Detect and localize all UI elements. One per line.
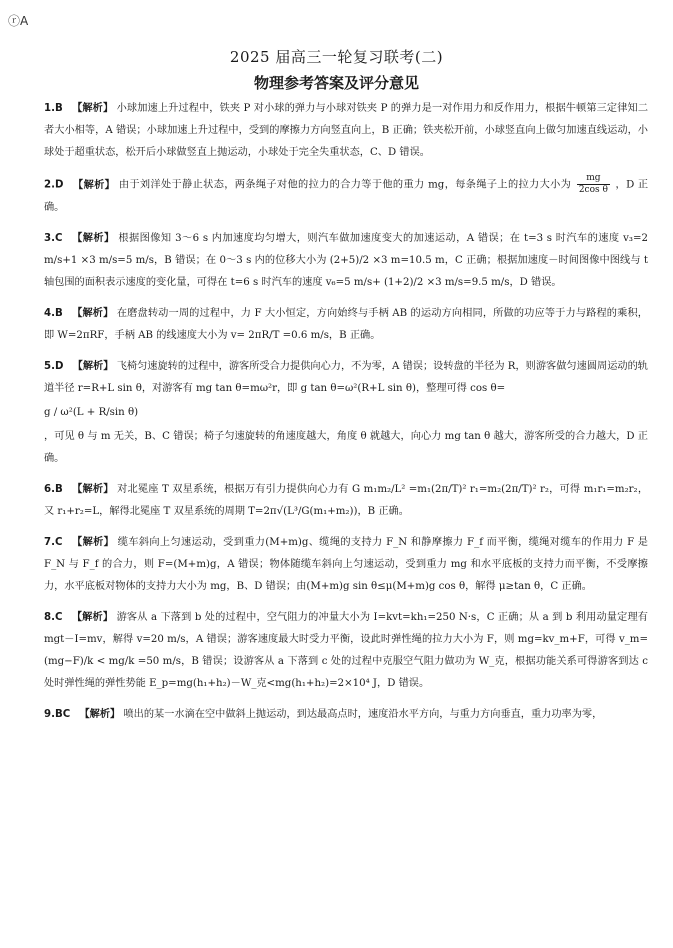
answer-item-1 bbox=[44, 98, 648, 164]
answer-text: 小球加速上升过程中，铁夹 P 对小球的弹力与小球对铁夹 P 的弹力是一对作用力和反作用力，根据牛顿第三定律知二者大小相等，A 错误；小球加速上升过程中，受到的摩擦力方向竖直向上，B 正确；铁夹松开前，小球竖直向上做匀加速直线运动，小球处于超重状态，松开后小球做竖直上抛运动，小球处于完全失重状态，C、D 错误。 bbox=[44, 103, 649, 158]
answer-text: 飞椅匀速旋转的过程中，游客所受合力提供向心力，不为零，A 错误；设转盘的半径为 R，则游客做匀速圆周运动的轨道半径 r=R+L sin θ，对游客有 mg tan θ=mω²r，即 g tan θ=ω²(R+L sin θ)，整理可得 cos θ= bbox=[44, 360, 648, 394]
answer-item-5 bbox=[44, 356, 648, 470]
analysis-tag: 【解析】 bbox=[72, 536, 115, 548]
answer-text: 对北冕座 T 双星系统，根据万有引力提供向心力有 G m₁m₂/L² =m₁(2π/T)² r₁=m₂(2π/T)² r₂，可得 m₁r₁=m₂r₂，又 r₁+r₂=L，解得北冕座 T 双星系统的周期 T=2π√(L³/G(m₁+m₂))，B 正确。 bbox=[44, 483, 649, 517]
analysis-tag: 【解析】 bbox=[73, 179, 116, 191]
page-title: 2025 届高三一轮复习联考(二) bbox=[229, 48, 444, 66]
answer-number: 5.D bbox=[44, 360, 64, 372]
analysis-tag: 【解析】 bbox=[72, 232, 115, 244]
answer-item-6 bbox=[44, 479, 648, 523]
answer-number: 1.B bbox=[44, 103, 63, 114]
answer-number: 8.C bbox=[44, 611, 63, 623]
analysis-tag: 【解析】 bbox=[72, 360, 114, 372]
answer-number: 4.B bbox=[44, 307, 63, 319]
answer-text: 在磨盘转动一周的过程中，力 F 大小恒定，方向始终与手柄 AB 的运动方向相同，所做的功应等于力与路程的乘积，即 W=2πRF，手柄 AB 的线速度大小为 v= 2πR/T =0.6 m/s，B 正确。 bbox=[44, 307, 648, 341]
answer-item-3 bbox=[44, 228, 648, 294]
formula: g / ω²(L + R/sin θ) bbox=[44, 406, 139, 418]
analysis-tag: 【解析】 bbox=[71, 611, 114, 623]
analysis-tag: 【解析】 bbox=[72, 483, 114, 495]
analysis-tag: 【解析】 bbox=[72, 103, 114, 114]
corner-mark: ⓡA bbox=[8, 14, 29, 28]
answer-item-7 bbox=[44, 532, 648, 598]
answer-number: 2.D bbox=[44, 179, 64, 191]
answer-item-9 bbox=[44, 704, 648, 726]
answer-item-2 bbox=[44, 173, 648, 219]
fraction-numerator: mg bbox=[577, 173, 610, 185]
answer-list bbox=[44, 98, 648, 735]
answer-text: 缆车斜向上匀速运动，受到重力(M+m)g、缆绳的支持力 F_N 和静摩擦力 F_f 而平衡，缆绳对缆车的作用力 F 是 F_N 与 F_f 的合力，则 F=(M+m)g，A 错误；物体随缆车斜向上匀速运动，受到重力 mg 和水平底板的支持力而平衡，不受摩擦力，水平底板对物体的支持力大小为 mg，B、D 错误；由(M+m)g sin θ≤μ(M+m)g cos θ，解得 μ≥tan θ，C 正确。 bbox=[44, 536, 648, 592]
answer-tail: ，D 正确。 bbox=[44, 179, 649, 213]
answer-number: 9.BC bbox=[44, 708, 71, 720]
answer-item-8 bbox=[44, 607, 648, 695]
answer-text: 根据图像知 3～6 s 内加速度均匀增大，则汽车做加速度变大的加速运动，A 错误；在 t=3 s 时汽车的速度 v₃=2 m/s+1 ×3 m/s=5 m/s，B 错误；在 0～3 s 内的位移大小为 (2+5)/2 ×3 m=10.5 m，C 正确；根据加速度－时间图像中图线与 t 轴包围的面积表示速度的变化量，可得在 t=6 s 时汽车的速度 v₆=5 m/s+ (1+2)/2 ×3 m/s=9.5 m/s，D 错误。 bbox=[44, 232, 648, 288]
analysis-tag: 【解析】 bbox=[79, 708, 121, 720]
answer-text: 游客从 a 下落到 b 处的过程中，空气阻力的冲量大小为 I=kvt=kh₁=250 N·s，C 正确；从 a 到 b 利用动量定理有 mgt－I=mv，解得 v=20 m/s，A 错误；游客速度最大时受力平衡，设此时弹性绳的拉力大小为 F，则 mg=kv_m+F，可得 v_m= (mg−F)/k < mg/k =50 m/s，B 错误；设游客从 a 下落到 c 处的过程中克服空气阻力做功为 W_克，根据功能关系可得游客到达 c 处时弹性绳的弹性势能 E_p=mg(h₁+h₂)－W_克<mg(h₁+h₂)=2×10⁴ J，D 错误。 bbox=[44, 611, 648, 689]
fraction-denominator: 2cos θ bbox=[578, 185, 608, 195]
analysis-tag: 【解析】 bbox=[72, 307, 114, 319]
page-subtitle: 物理参考答案及评分意见 bbox=[253, 74, 419, 92]
answer-tail: ，可见 θ 与 m 无关，B、C 错误；椅子匀速旋转的角速度越大，角度 θ 就越大，向心力 mg tan θ 越大，游客所受的合力越大，D 正确。 bbox=[44, 430, 648, 464]
answer-number: 3.C bbox=[44, 232, 63, 244]
answer-number: 7.C bbox=[44, 536, 63, 548]
answer-item-4 bbox=[44, 303, 648, 347]
fraction bbox=[577, 173, 610, 196]
answer-text: 由于刘洋处于静止状态，两条绳子对他的拉力的合力等于他的重力 mg，每条绳子上的拉力大小为 bbox=[118, 179, 572, 191]
answer-text: 喷出的某一水滴在空中做斜上抛运动，到达最高点时，速度沿水平方向，与重力方向垂直，重力功率为零， bbox=[123, 708, 603, 720]
answer-number: 6.B bbox=[44, 483, 63, 495]
